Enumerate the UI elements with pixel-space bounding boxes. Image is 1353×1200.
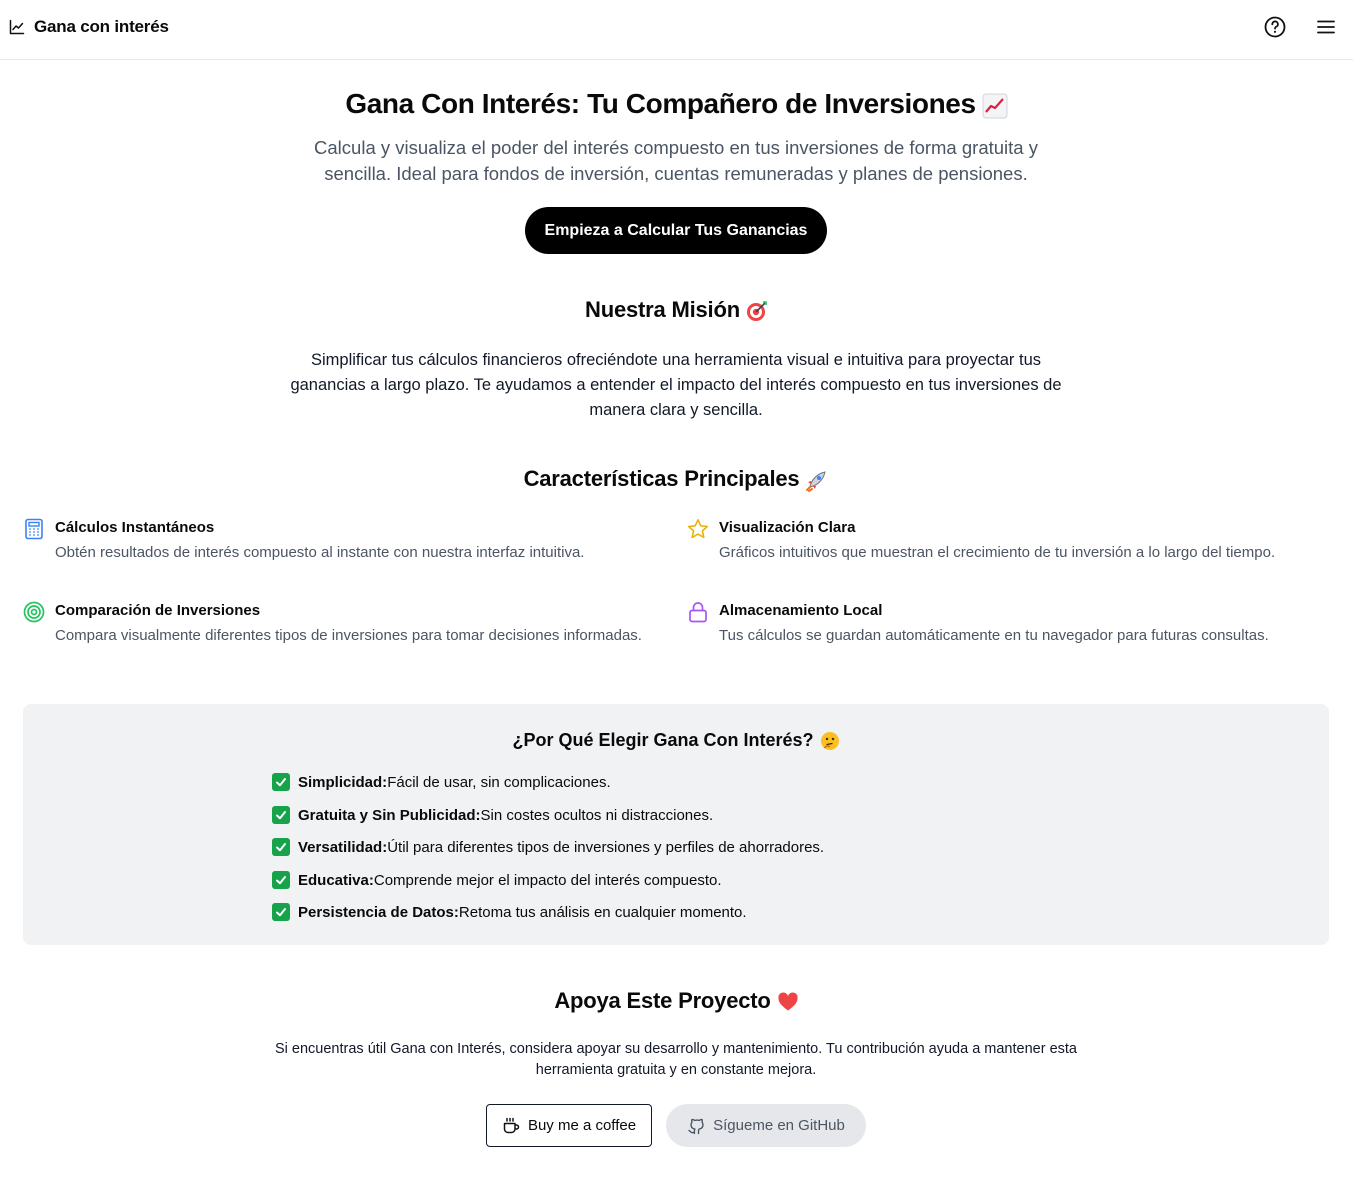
hero-subtitle: Calcula y visualiza el poder del interés compuesto en tus inversiones de forma gratuita y sencilla. Ideal para fondos de inversión, cuentas remuneradas y planes de pensiones. (314, 137, 1038, 184)
why-choose-title: ¿Por Qué Elegir Gana Con Interés? (23, 730, 1329, 751)
why-item (272, 804, 713, 826)
why-item (272, 901, 747, 923)
why-item-label: Gratuita y Sin Publicidad: (298, 806, 481, 824)
feature-local-storage (687, 601, 1327, 651)
why-item-text: Fácil de usar, sin complicaciones. (387, 773, 611, 791)
feature-description: Compara visualmente diferentes tipos de inversiones para tomar decisiones informadas. (55, 627, 642, 644)
why-item (272, 771, 611, 793)
menu-icon[interactable] (1314, 15, 1338, 39)
why-item-label: Educativa: (298, 871, 374, 889)
feature-title: Visualización Clara (719, 519, 856, 536)
brand-name: Gana con interés (34, 17, 169, 36)
check-mark-icon (272, 903, 290, 921)
check-mark-icon (272, 806, 290, 824)
feature-description: Obtén resultados de interés compuesto al instante con nuestra interfaz intuitiva. (55, 544, 585, 561)
why-item-label: Versatilidad: (298, 838, 388, 856)
mission-text: Simplificar tus cálculos financieros ofreciéndote una herramienta visual e intuitiva para proyectar tus ganancias a largo plazo. Te ayudamos a entender el impacto del interés compuesto en tus inversiones de manera clara y sencilla. (290, 351, 1062, 419)
feature-investment-comparison (23, 601, 663, 651)
check-mark-icon (272, 773, 290, 791)
features-title: Características Principales (0, 466, 1353, 492)
navbar (0, 0, 1353, 60)
support-text: Si encuentras útil Gana con Interés, considera apoyar su desarrollo y mantenimiento. Tu contribución ayuda a mantener esta herramienta gratuita y en constante mejora. (275, 1041, 1077, 1078)
why-item-text: Comprende mejor el impacto del interés compuesto. (373, 871, 722, 889)
why-item-label: Simplicidad: (298, 773, 388, 791)
lock-icon (687, 601, 709, 623)
heart-icon (777, 991, 799, 1013)
feature-clear-visualization (687, 518, 1327, 568)
feature-description: Tus cálculos se guardan automáticamente en tu navegador para futuras consultas. (719, 627, 1269, 644)
hero-title: Gana Con Interés: Tu Compañero de Inversiones (0, 88, 1353, 120)
feature-description: Gráficos intuitivos que muestran el crecimiento de tu inversión a lo largo del tiempo. (719, 544, 1276, 561)
check-mark-icon (272, 838, 290, 856)
thinking-face-icon (820, 731, 840, 751)
feature-instant-calculations (23, 518, 663, 568)
why-item-text: Útil para diferentes tipos de inversiones y perfiles de ahorradores. (387, 838, 825, 856)
brand-link[interactable] (9, 16, 169, 38)
star-icon (687, 518, 709, 540)
chart-line-icon (9, 19, 25, 35)
coffee-icon (502, 1117, 520, 1135)
feature-title: Almacenamiento Local (719, 602, 883, 619)
mission-title: Nuestra Misión (0, 297, 1353, 323)
help-circle-icon[interactable] (1263, 15, 1287, 39)
calculator-icon (23, 518, 45, 540)
rocket-icon (805, 468, 829, 492)
support-title: Apoya Este Proyecto (0, 988, 1353, 1014)
coffee-button-label: Buy me a coffee (527, 1117, 637, 1134)
why-choose-section (23, 704, 1329, 945)
check-mark-icon (272, 871, 290, 889)
why-item (272, 836, 824, 858)
why-item-text: Sin costes ocultos ni distracciones. (480, 806, 714, 824)
why-item-label: Persistencia de Datos: (298, 903, 459, 921)
buy-me-a-coffee-button[interactable] (486, 1104, 652, 1147)
why-item (272, 869, 722, 891)
chart-increasing-icon (982, 93, 1008, 119)
github-follow-button[interactable] (666, 1104, 866, 1147)
github-button-label: Sígueme en GitHub (713, 1117, 845, 1134)
feature-title: Comparación de Inversiones (55, 602, 261, 619)
start-calculating-button[interactable]: Empieza a Calcular Tus Ganancias (525, 207, 827, 254)
feature-title: Cálculos Instantáneos (55, 519, 215, 536)
target-icon (23, 601, 45, 623)
github-icon (687, 1117, 705, 1135)
why-item-text: Retoma tus análisis en cualquier momento. (458, 903, 747, 921)
target-dart-icon (746, 300, 768, 322)
